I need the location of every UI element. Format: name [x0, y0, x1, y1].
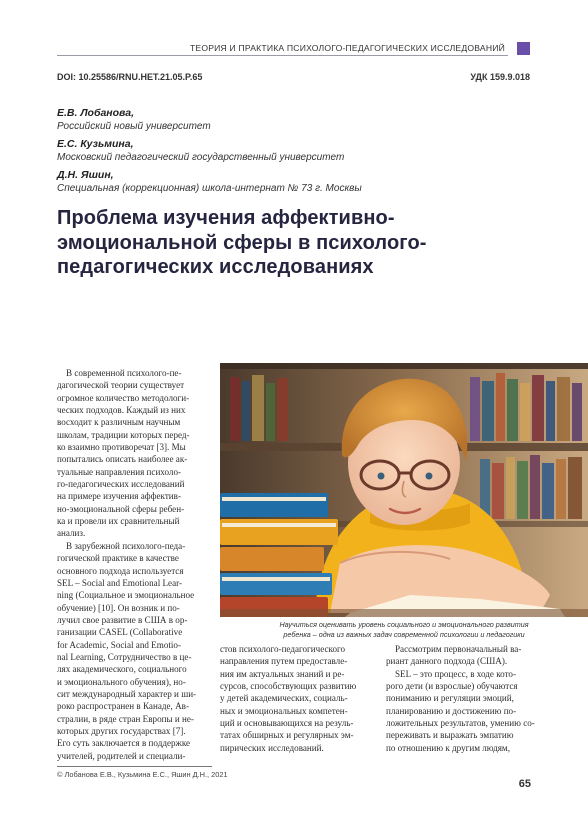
text-line: лях академического, социального [57, 664, 187, 675]
author-affiliation: Специальная (коррекционная) школа-интернат № 73 г. Москвы [57, 183, 362, 194]
text-line: школам, традиции которых перед- [57, 429, 190, 440]
footer-rule [57, 766, 212, 767]
text-line: пирических исследований. [220, 742, 324, 753]
body-column-right [386, 643, 535, 754]
text-line: стов психолого-педагогического [220, 644, 346, 654]
text-line: но-эмоциональной сферы ребен- [57, 503, 185, 514]
text-line: ко взаимно противоречат [3]. Мы [57, 442, 186, 453]
running-head-rule [57, 55, 508, 56]
text-line: стралии, в ряде стран Европы и не- [57, 713, 194, 724]
text-line: дагогической теории существует [57, 380, 185, 391]
text-line: ганизации CASEL (Collaborative [57, 627, 183, 638]
text-line: SEL – Social and Emotional Lear- [57, 577, 182, 588]
text-line: и эмоционального обучения), но- [57, 676, 186, 687]
text-line: по отношению к другим людям, [386, 742, 510, 753]
body-column-middle [220, 643, 375, 754]
text-line: татах обширных и регулярных эм- [220, 730, 354, 741]
copyright-notice: © Лобанова Е.В., Кузьмина Е.С., Яшин Д.Н., 2021 [57, 770, 228, 779]
authors-block [57, 106, 517, 199]
text-line: которых других государствах [7]. [57, 725, 186, 736]
text-line: анализ. [57, 528, 86, 539]
title-line: эмоциональной сферы в психолого- [57, 231, 427, 254]
doi-label[interactable]: DOI: 10.25586/RNU.HET.21.05.P.65 [57, 72, 203, 82]
text-line: сит международный характер и ши- [57, 688, 197, 699]
journal-section-title: ТЕОРИЯ И ПРАКТИКА ПСИХОЛОГО-ПЕДАГОГИЧЕСКИХ ИССЛЕДОВАНИЙ [186, 43, 505, 53]
text-line: ложительных результатов, умению со- [386, 718, 535, 729]
child-with-books-photo [220, 363, 588, 617]
running-head [57, 42, 530, 58]
body-column-left [57, 367, 211, 762]
text-line: обучение) [10]. Он возник и по- [57, 602, 180, 613]
text-line: В современной психолого-пе- [66, 368, 182, 378]
text-line: ческих подходов. Каждый из них [57, 405, 186, 416]
article-title [57, 206, 527, 280]
text-line: рого дети (и взрослые) обучаются [386, 681, 518, 692]
text-line: туальные направления психоло- [57, 466, 182, 477]
text-line: Рассмотрим первоначальный ва- [395, 644, 522, 654]
text-line: основного подхода используется [57, 565, 184, 576]
text-line: ка и провели их сравнительный [57, 516, 180, 527]
text-line: у детей академических, социаль- [220, 693, 348, 704]
text-line: nal Learning, Сотрудничество в це- [57, 651, 192, 662]
text-line: пониманию и регуляции эмоций, [386, 693, 514, 704]
author-name: Е.В. Лобанова, [57, 107, 135, 119]
text-line: В зарубежной психолого-педа- [66, 540, 186, 551]
author-name: Е.С. Кузьмина, [57, 138, 134, 150]
text-line: го-педагогических исследований [57, 479, 185, 490]
text-line: Его суть заключается в поддержке [57, 738, 191, 749]
author-name: Д.Н. Яшин, [57, 169, 114, 181]
udk-label: УДК 159.9.018 [470, 72, 530, 82]
photo-caption [220, 620, 588, 639]
text-line: роко распространен в Канаде, Ав- [57, 701, 189, 712]
text-line: попытались описать наиболее ак- [57, 454, 188, 465]
title-line: Проблема изучения аффективно- [57, 207, 395, 229]
text-line: for Academic, Social and Emotio- [57, 639, 181, 650]
caption-line: Научиться оценивать уровень социального и эмоционального развития [279, 620, 529, 629]
author-affiliation: Московский педагогический государственный университет [57, 152, 345, 163]
text-line: гогической практике в качестве [57, 553, 179, 564]
text-line: SEL – это процесс, в ходе кото- [395, 668, 517, 679]
author-entry [57, 137, 517, 164]
text-line: огромное количество методологи- [57, 392, 190, 403]
text-line: планированию и достижению по- [386, 705, 517, 716]
author-entry [57, 168, 517, 195]
title-line: педагогических исследованиях [57, 256, 374, 278]
text-line: сурсов, способствующих развитию [220, 681, 357, 692]
text-line: учителей, родителей и специали- [57, 750, 186, 761]
text-line: ния им актуальных знаний и ре- [220, 668, 345, 679]
accent-square [517, 42, 530, 55]
text-line: риант данного подхода (США). [386, 656, 508, 667]
text-line: на примере изучения аффектив- [57, 491, 181, 502]
page-number: 65 [518, 778, 531, 790]
text-line: переживать и выражать эмпатию [386, 730, 514, 741]
author-entry [57, 106, 517, 133]
caption-line: ребенка – одна из важных задач современной психологии и педагогики [283, 629, 525, 639]
author-affiliation: Российский новый университет [57, 121, 211, 132]
text-line: восходит к различным научным [57, 417, 181, 428]
text-line: ных и эмоциональных компетен- [220, 705, 348, 716]
text-line: направления путем предоставле- [220, 656, 348, 667]
text-line: ций и основывающихся на резуль- [220, 718, 354, 729]
text-line: лучил свое развитие в США в ор- [57, 614, 188, 625]
text-line: ning (Социальное и эмоциональное [57, 590, 195, 601]
